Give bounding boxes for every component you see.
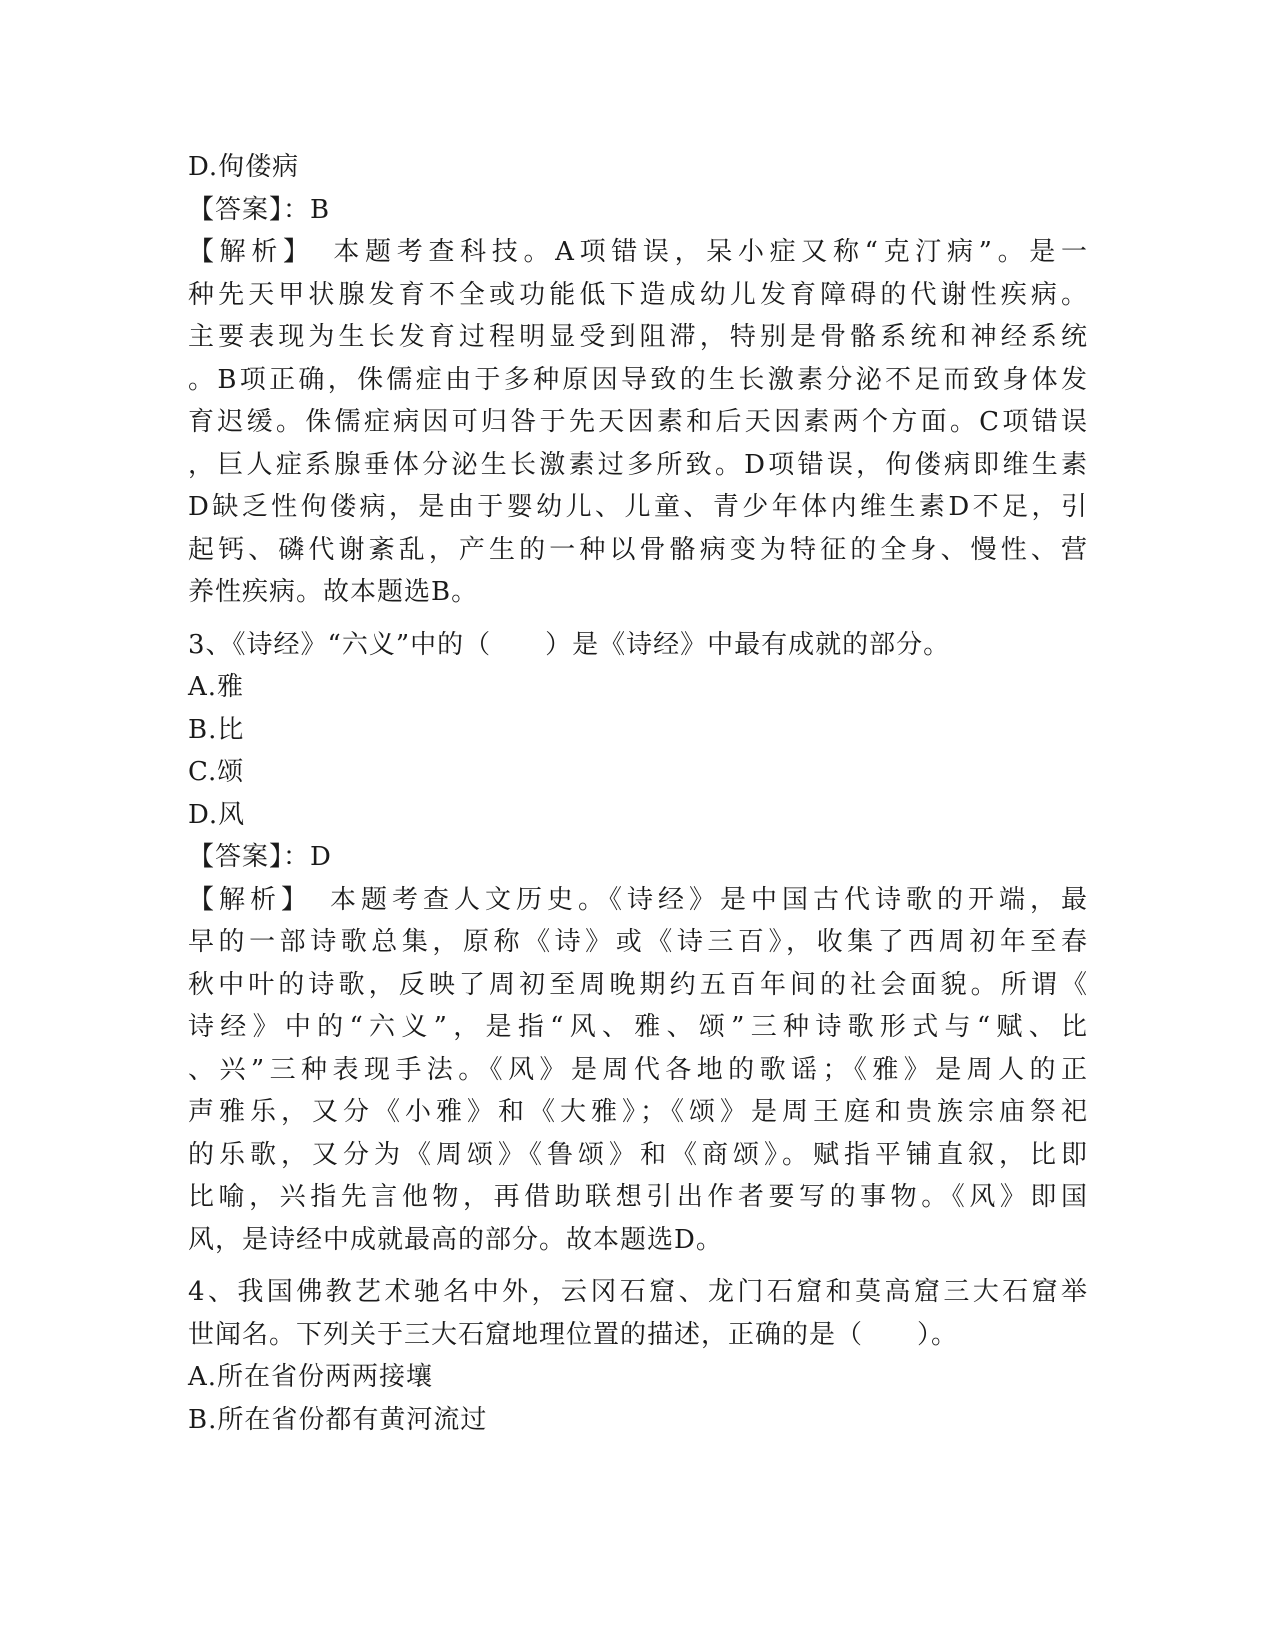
analysis-line: 起钙、磷代谢紊乱，产生的一种以骨骼病变为特征的全身、慢性、营 [188, 534, 1088, 565]
option-b: B.比 [188, 714, 245, 745]
analysis-line: 秋中叶的诗歌，反映了周初至周晚期约五百年间的社会面貌。所谓《 [188, 969, 1088, 1000]
analysis-line: ，巨人症系腺垂体分泌生长激素过多所致。D项错误，佝偻病即维生素 [188, 449, 1088, 480]
analysis-line: 育迟缓。侏儒症病因可归咎于先天因素和后天因素两个方面。C项错误 [188, 407, 1088, 437]
document-page [188, 146, 1088, 1441]
analysis-line: 、兴”三种表现手法。《风》是周代各地的歌谣；《雅》是周人的正 [188, 1054, 1088, 1085]
option-a: A.所在省份两两接壤 [188, 1362, 434, 1392]
question-stem-line: 4、我国佛教艺术驰名中外，云冈石窟、龙门石窟和莫高窟三大石窟举 [188, 1277, 1088, 1307]
option-c: C.颂 [188, 757, 245, 787]
answer-line: 【答案】：D [188, 842, 332, 872]
analysis-line: 主要表现为生长发育过程明显受到阻滞，特别是骨骼系统和神经系统 [188, 322, 1088, 352]
question-3 [188, 624, 1088, 1262]
analysis-line: 种先天甲状腺发育不全或功能低下造成幼儿发育障碍的代谢性疾病。 [188, 279, 1088, 310]
analysis-block [188, 879, 1088, 1262]
analysis-line: 诗经》中的“六义”，是指“风、雅、颂”三种诗歌形式与“赋、比 [188, 1012, 1088, 1042]
question-4 [188, 1271, 1088, 1441]
analysis-line: 【解析】 本题考查科技。A项错误，呆小症又称“克汀病”。是一 [188, 237, 1088, 267]
analysis-line: 风，是诗经中成就最高的部分。故本题选D。 [188, 1224, 723, 1255]
analysis-line: 早的一部诗歌总集，原称《诗》或《诗三百》，收集了西周初年至春 [188, 927, 1088, 957]
analysis-line: 比喻，兴指先言他物，再借助联想引出作者要写的事物。《风》即国 [188, 1182, 1088, 1212]
analysis-line: D缺乏性佝偻病，是由于婴幼儿、儿童、青少年体内维生素D不足，引 [188, 492, 1088, 522]
answer-line: 【答案】：B [188, 194, 331, 225]
analysis-line: 【解析】 本题考查人文历史。《诗经》是中国古代诗歌的开端，最 [188, 884, 1088, 915]
analysis-line: 养性疾病。故本题选B。 [188, 577, 479, 607]
question-2-tail [188, 146, 1088, 614]
question-stem: 3、《诗经》“六义”中的（ ）是《诗经》中最有成就的部分。 [188, 629, 951, 660]
option-d: D.风 [188, 799, 246, 830]
analysis-line: 声雅乐，又分《小雅》和《大雅》；《颂》是周王庭和贵族宗庙祭祀 [188, 1097, 1088, 1127]
option-a: A.雅 [188, 672, 245, 702]
option-d: D.佝偻病 [188, 152, 300, 182]
analysis-block [188, 231, 1088, 614]
question-stem-line: 世闻名。下列关于三大石窟地理位置的描述，正确的是（ ）。 [188, 1319, 959, 1350]
analysis-line: 的乐歌，又分为《周颂》《鲁颂》和《商颂》。赋指平铺直叙，比即 [188, 1139, 1088, 1170]
question-stem [188, 1271, 1088, 1356]
option-b: B.所在省份都有黄河流过 [188, 1404, 488, 1435]
analysis-line: 。B项正确，侏儒症由于多种原因导致的生长激素分泌不足而致身体发 [188, 364, 1088, 395]
